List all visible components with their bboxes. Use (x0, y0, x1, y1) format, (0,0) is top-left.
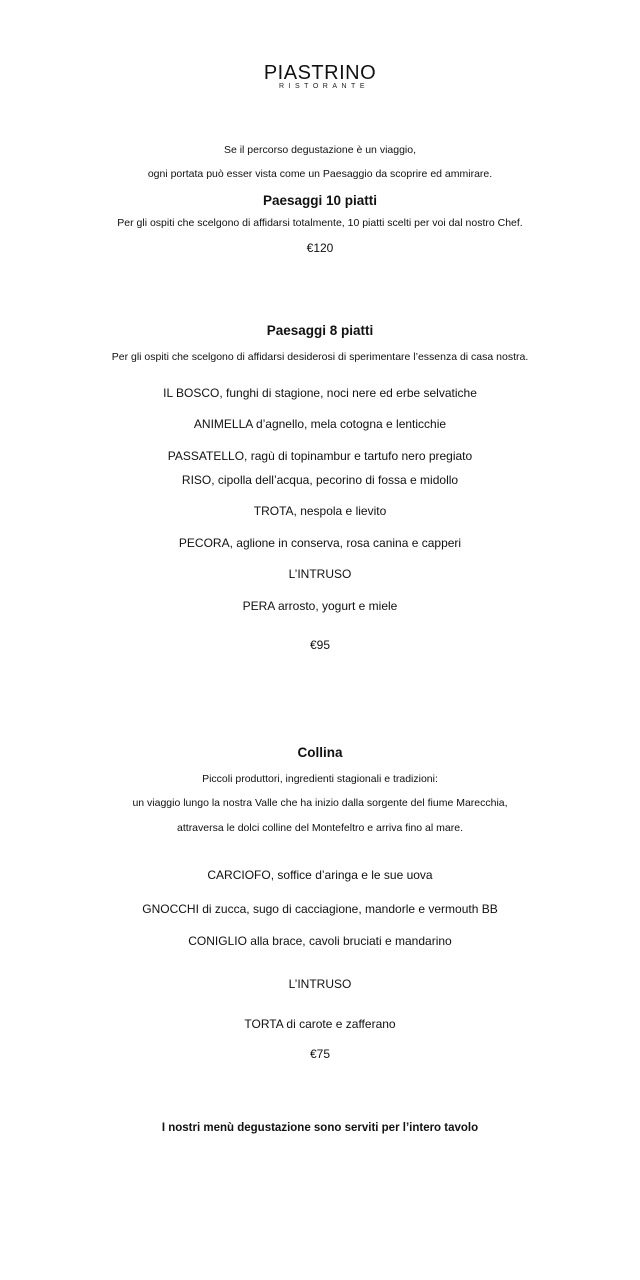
menu10-description: Per gli ospiti che scelgono di affidarsi totalmente, 10 piatti scelti per voi dal nostro Chef. (117, 217, 523, 229)
collina-price: €75 (309, 1047, 331, 1061)
collina-description-line: Piccoli produttori, ingredienti stagionali e tradizioni: (202, 773, 438, 785)
restaurant-logo-subtitle: RISTORANTE (279, 83, 369, 90)
menu8-dish: L’INTRUSO (288, 567, 352, 581)
menu8-dish: RISO, cipolla dell’acqua, pecorino di fossa e midollo (181, 473, 459, 487)
menu8-price: €95 (309, 638, 331, 652)
collina-dish: GNOCCHI di zucca, sugo di cacciagione, mandorle e vermouth BB (142, 902, 498, 916)
collina-dish: CONIGLIO alla brace, cavoli bruciati e mandarino (188, 934, 452, 948)
menu8-dish: PERA arrosto, yogurt e miele (242, 599, 398, 613)
collina-dish: L’INTRUSO (288, 977, 352, 991)
menu10-price: €120 (306, 241, 334, 255)
collina-description-line: attraversa le dolci colline del Montefeltro e arriva fino al mare. (177, 822, 463, 834)
collina-dish: TORTA di carote e zafferano (244, 1017, 396, 1031)
menu8-dish: ANIMELLA d’agnello, mela cotogna e lenticchie (193, 417, 447, 431)
menu8-dish: PASSATELLO, ragù di topinambur e tartufo nero pregiato (167, 449, 473, 463)
menu8-dish: PECORA, aglione in conserva, rosa canina e capperi (178, 536, 462, 550)
collina-description-line: un viaggio lungo la nostra Valle che ha inizio dalla sorgente del fiume Marecchia, (132, 797, 508, 809)
intro-line-2: ogni portata può esser vista come un Paesaggio da scoprire ed ammirare. (147, 168, 493, 180)
menu8-dish: TROTA, nespola e lievito (253, 504, 387, 518)
menu8-dish: IL BOSCO, funghi di stagione, noci nere ed erbe selvatiche (163, 386, 477, 400)
menu10-title: Paesaggi 10 piatti (262, 193, 378, 208)
collina-dish: CARCIOFO, soffice d’aringa e le sue uova (207, 868, 433, 882)
menu8-description: Per gli ospiti che scelgono di affidarsi desiderosi di sperimentare l’essenza di casa nostra. (111, 351, 529, 363)
intro-line-1: Se il percorso degustazione è un viaggio, (223, 144, 417, 156)
menu8-title: Paesaggi 8 piatti (266, 323, 374, 338)
restaurant-logo-name: PIASTRINO (263, 62, 377, 84)
collina-title: Collina (297, 745, 343, 760)
footer-note: I nostri menù degustazione sono serviti per l’intero tavolo (161, 1122, 479, 1134)
